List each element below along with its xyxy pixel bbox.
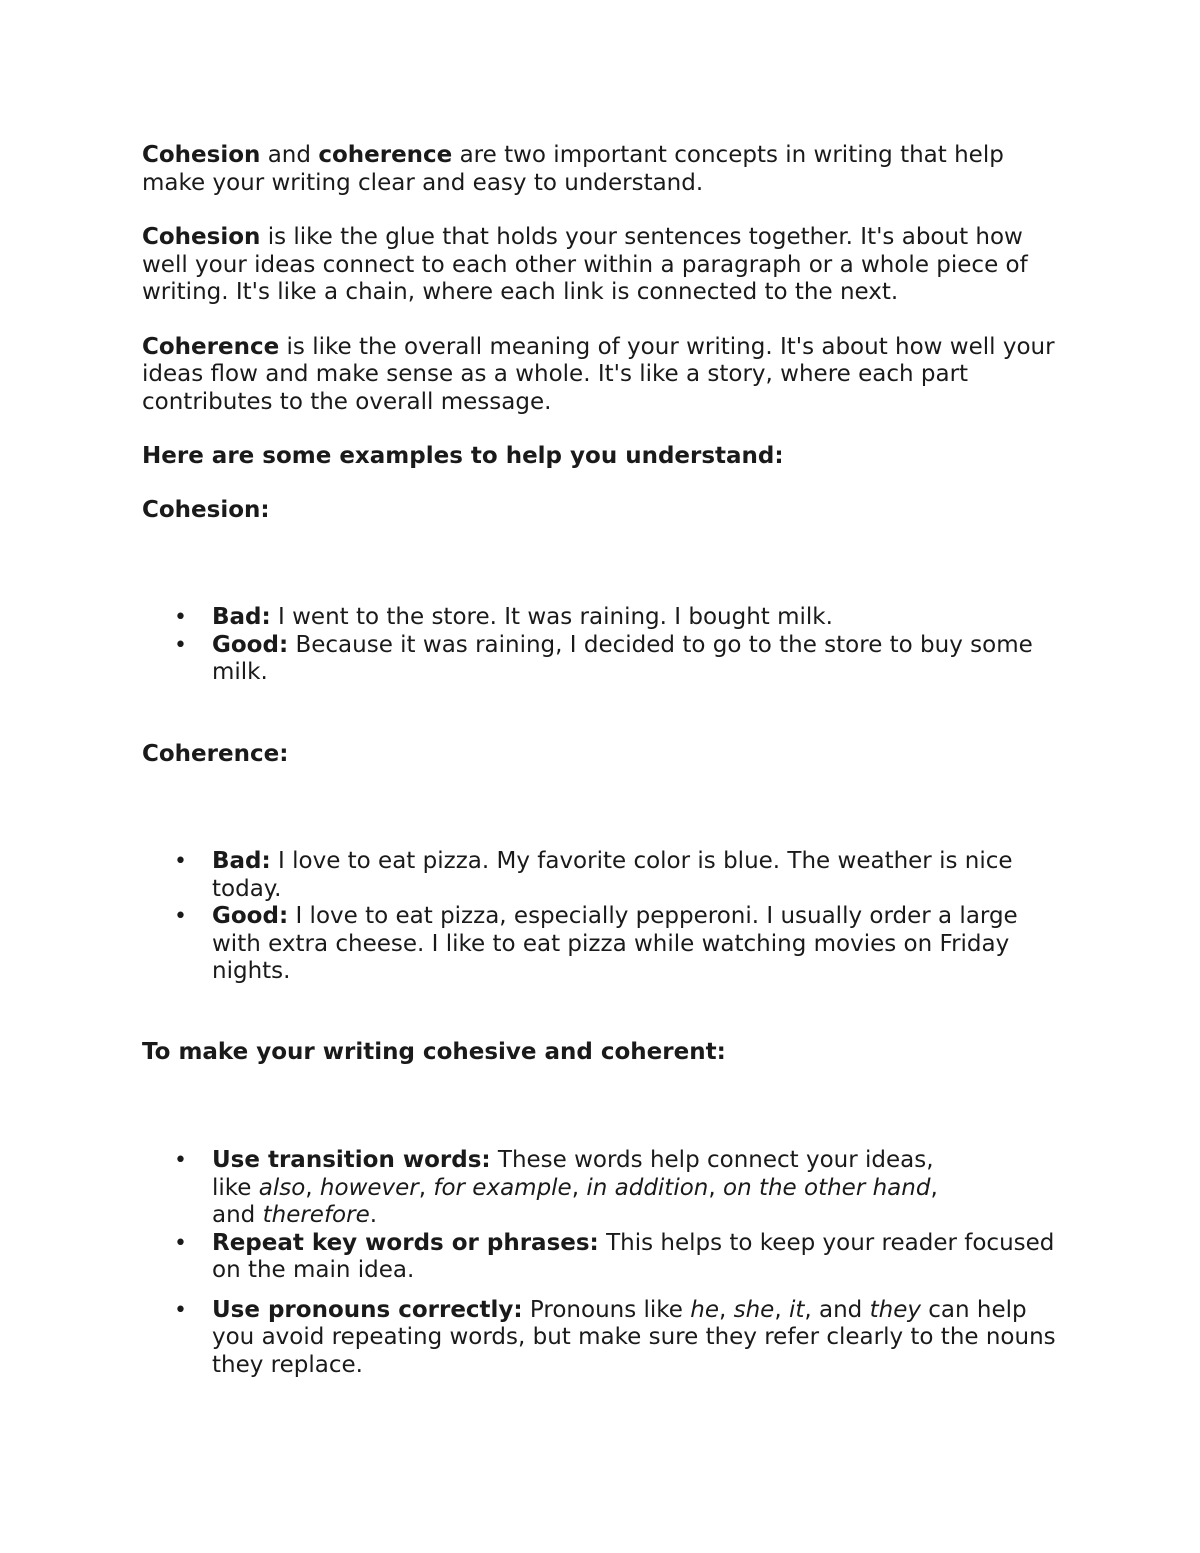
coherence-heading: Coherence:	[142, 740, 289, 767]
list-item: • Bad: I went to the store. It was raining. I bought milk.	[142, 604, 1062, 632]
coherence-definition: Coherence is like the overall meaning of your writing. It's about how well your ideas flow and make sense as a whole. It's like a story, where each part contributes to the overall message.	[142, 333, 1055, 415]
cohesion-term: Cohesion	[142, 224, 261, 250]
list-item: • Bad: I love to eat pizza. My favorite color is blue. The weather is nice today.	[142, 848, 1062, 903]
cohesion-definition: Cohesion is like the glue that holds your sentences together. It's about how well your ideas connect to each other within a paragraph or a whole piece of writing. It's like a chain, where each link is connected to the next.	[142, 224, 1028, 305]
tips-list	[142, 1147, 1062, 1379]
term-coherence: coherence	[318, 142, 453, 168]
cohesion-examples-list	[142, 604, 1062, 687]
examples-heading: Here are some examples to help you understand:	[142, 443, 784, 469]
coherence-examples-list	[142, 848, 1062, 986]
list-item: • Repeat key words or phrases: This helps to keep your reader focused on the main idea.	[142, 1230, 1062, 1285]
make-writing-heading: To make your writing cohesive and coherent:	[142, 1038, 726, 1065]
list-item: • Good: Because it was raining, I decided to go to the store to buy some milk.	[142, 632, 1062, 687]
list-item: • Use transition words: These words help connect your ideas, like also, however, for example, in addition, on the other hand, and therefore.	[142, 1147, 1062, 1230]
cohesion-heading: Cohesion:	[142, 496, 270, 523]
coherence-term: Coherence	[142, 333, 280, 360]
list-item: • Good: I love to eat pizza, especially pepperoni. I usually order a large with extra cheese. I like to eat pizza while watching movies on Friday nights.	[142, 903, 1062, 986]
term-cohesion: Cohesion	[142, 142, 261, 168]
document-page	[142, 142, 1062, 1379]
list-item: • Use pronouns correctly: Pronouns like he, she, it, and they can help you avoid repeating words, but make sure they refer clearly to the nouns they replace.	[142, 1297, 1062, 1380]
intro-paragraph: Cohesion and coherence are two important concepts in writing that help make your writing clear and easy to understand.	[142, 142, 1004, 196]
